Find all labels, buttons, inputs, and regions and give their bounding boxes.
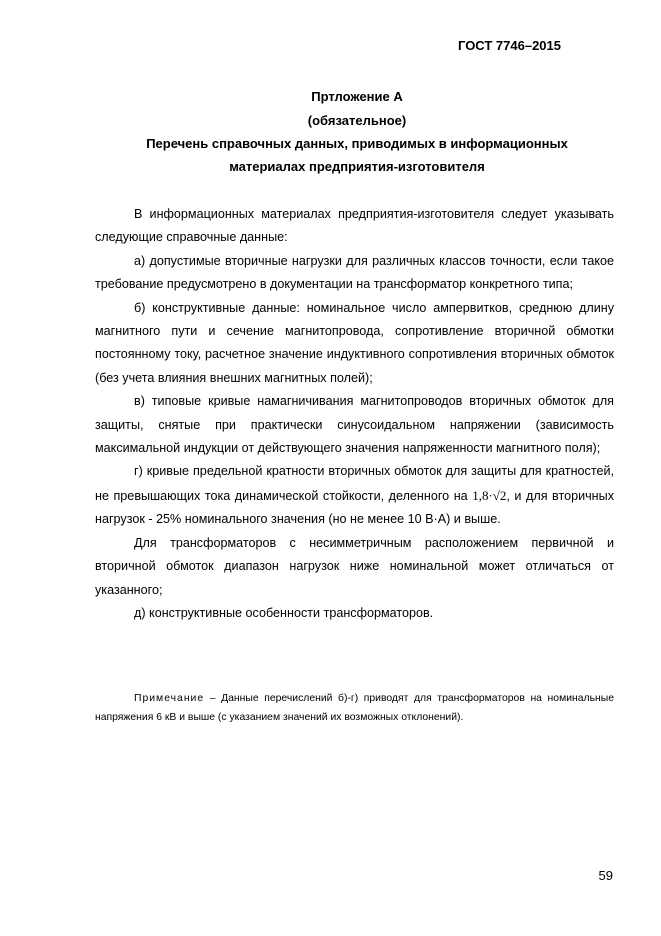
appendix-status: (обязательное)	[307, 113, 407, 128]
document-body	[95, 203, 614, 625]
page-number: 59	[598, 868, 613, 883]
note	[95, 689, 614, 727]
paragraph-item-a: а) допустимые вторичные нагрузки для различных классов точности, если такое требование предусмотрено в документации на трансформатор конкретного типа;	[95, 253, 614, 292]
document-code: ГОСТ 7746–2015	[458, 38, 561, 53]
paragraph-item-d: д) конструктивные особенности трансформаторов.	[134, 605, 434, 620]
paragraph-item-b: б) конструктивные данные: номинальное число ампервитков, среднюю длину магнитного пути и сечение магнитопровода, сопротивление вторичной обмотки постоянному току, расчетное значение индуктивного сопротивления вторичных обмоток (без учета влияния внешних магнитных полей);	[95, 300, 614, 385]
note-text: – Данные перечислений б)-г) приводят для трансформаторов на номинальные напряжения 6 кВ и выше (с указанием значений их возможных отклонений).	[95, 693, 614, 723]
paragraph-asymmetric: Для трансформаторов с несимметричным расположением первичной и вторичной обмоток диапазон нагрузок ниже номинальной может отличаться от указанного;	[95, 535, 614, 597]
paragraph-item-g	[95, 460, 614, 531]
paragraph-intro: В информационных материалах предприятия-изготовителя следует указывать следующие справочные данные:	[95, 207, 614, 245]
formula: 1,8·√2	[472, 487, 507, 503]
paragraph-item-v: в) типовые кривые намагничивания магнитопроводов вторичных обмоток для защиты, снятые при практически синусоидальном напряжении (зависимость максимальной индукции от действующего значения напряженности магнитного поля);	[95, 394, 614, 456]
appendix-heading-line-1: Перечень справочных данных, приводимых в информационных	[146, 136, 568, 151]
paragraph-item-g-text: г) кривые предельной кратности вторичных обмоток для защиты для кратностей, не превышающих тока динамической стойкости, деленного на	[95, 464, 614, 503]
paragraph-item-g-tail: , и для вторичных нагрузок - 25% номинального значения (но не менее 10 В·А) и выше.	[95, 488, 614, 527]
note-label: Примечание	[134, 693, 205, 704]
appendix-heading-line-2: материалах предприятия-изготовителя	[229, 159, 485, 174]
appendix-title: Пртложение А	[311, 89, 403, 104]
